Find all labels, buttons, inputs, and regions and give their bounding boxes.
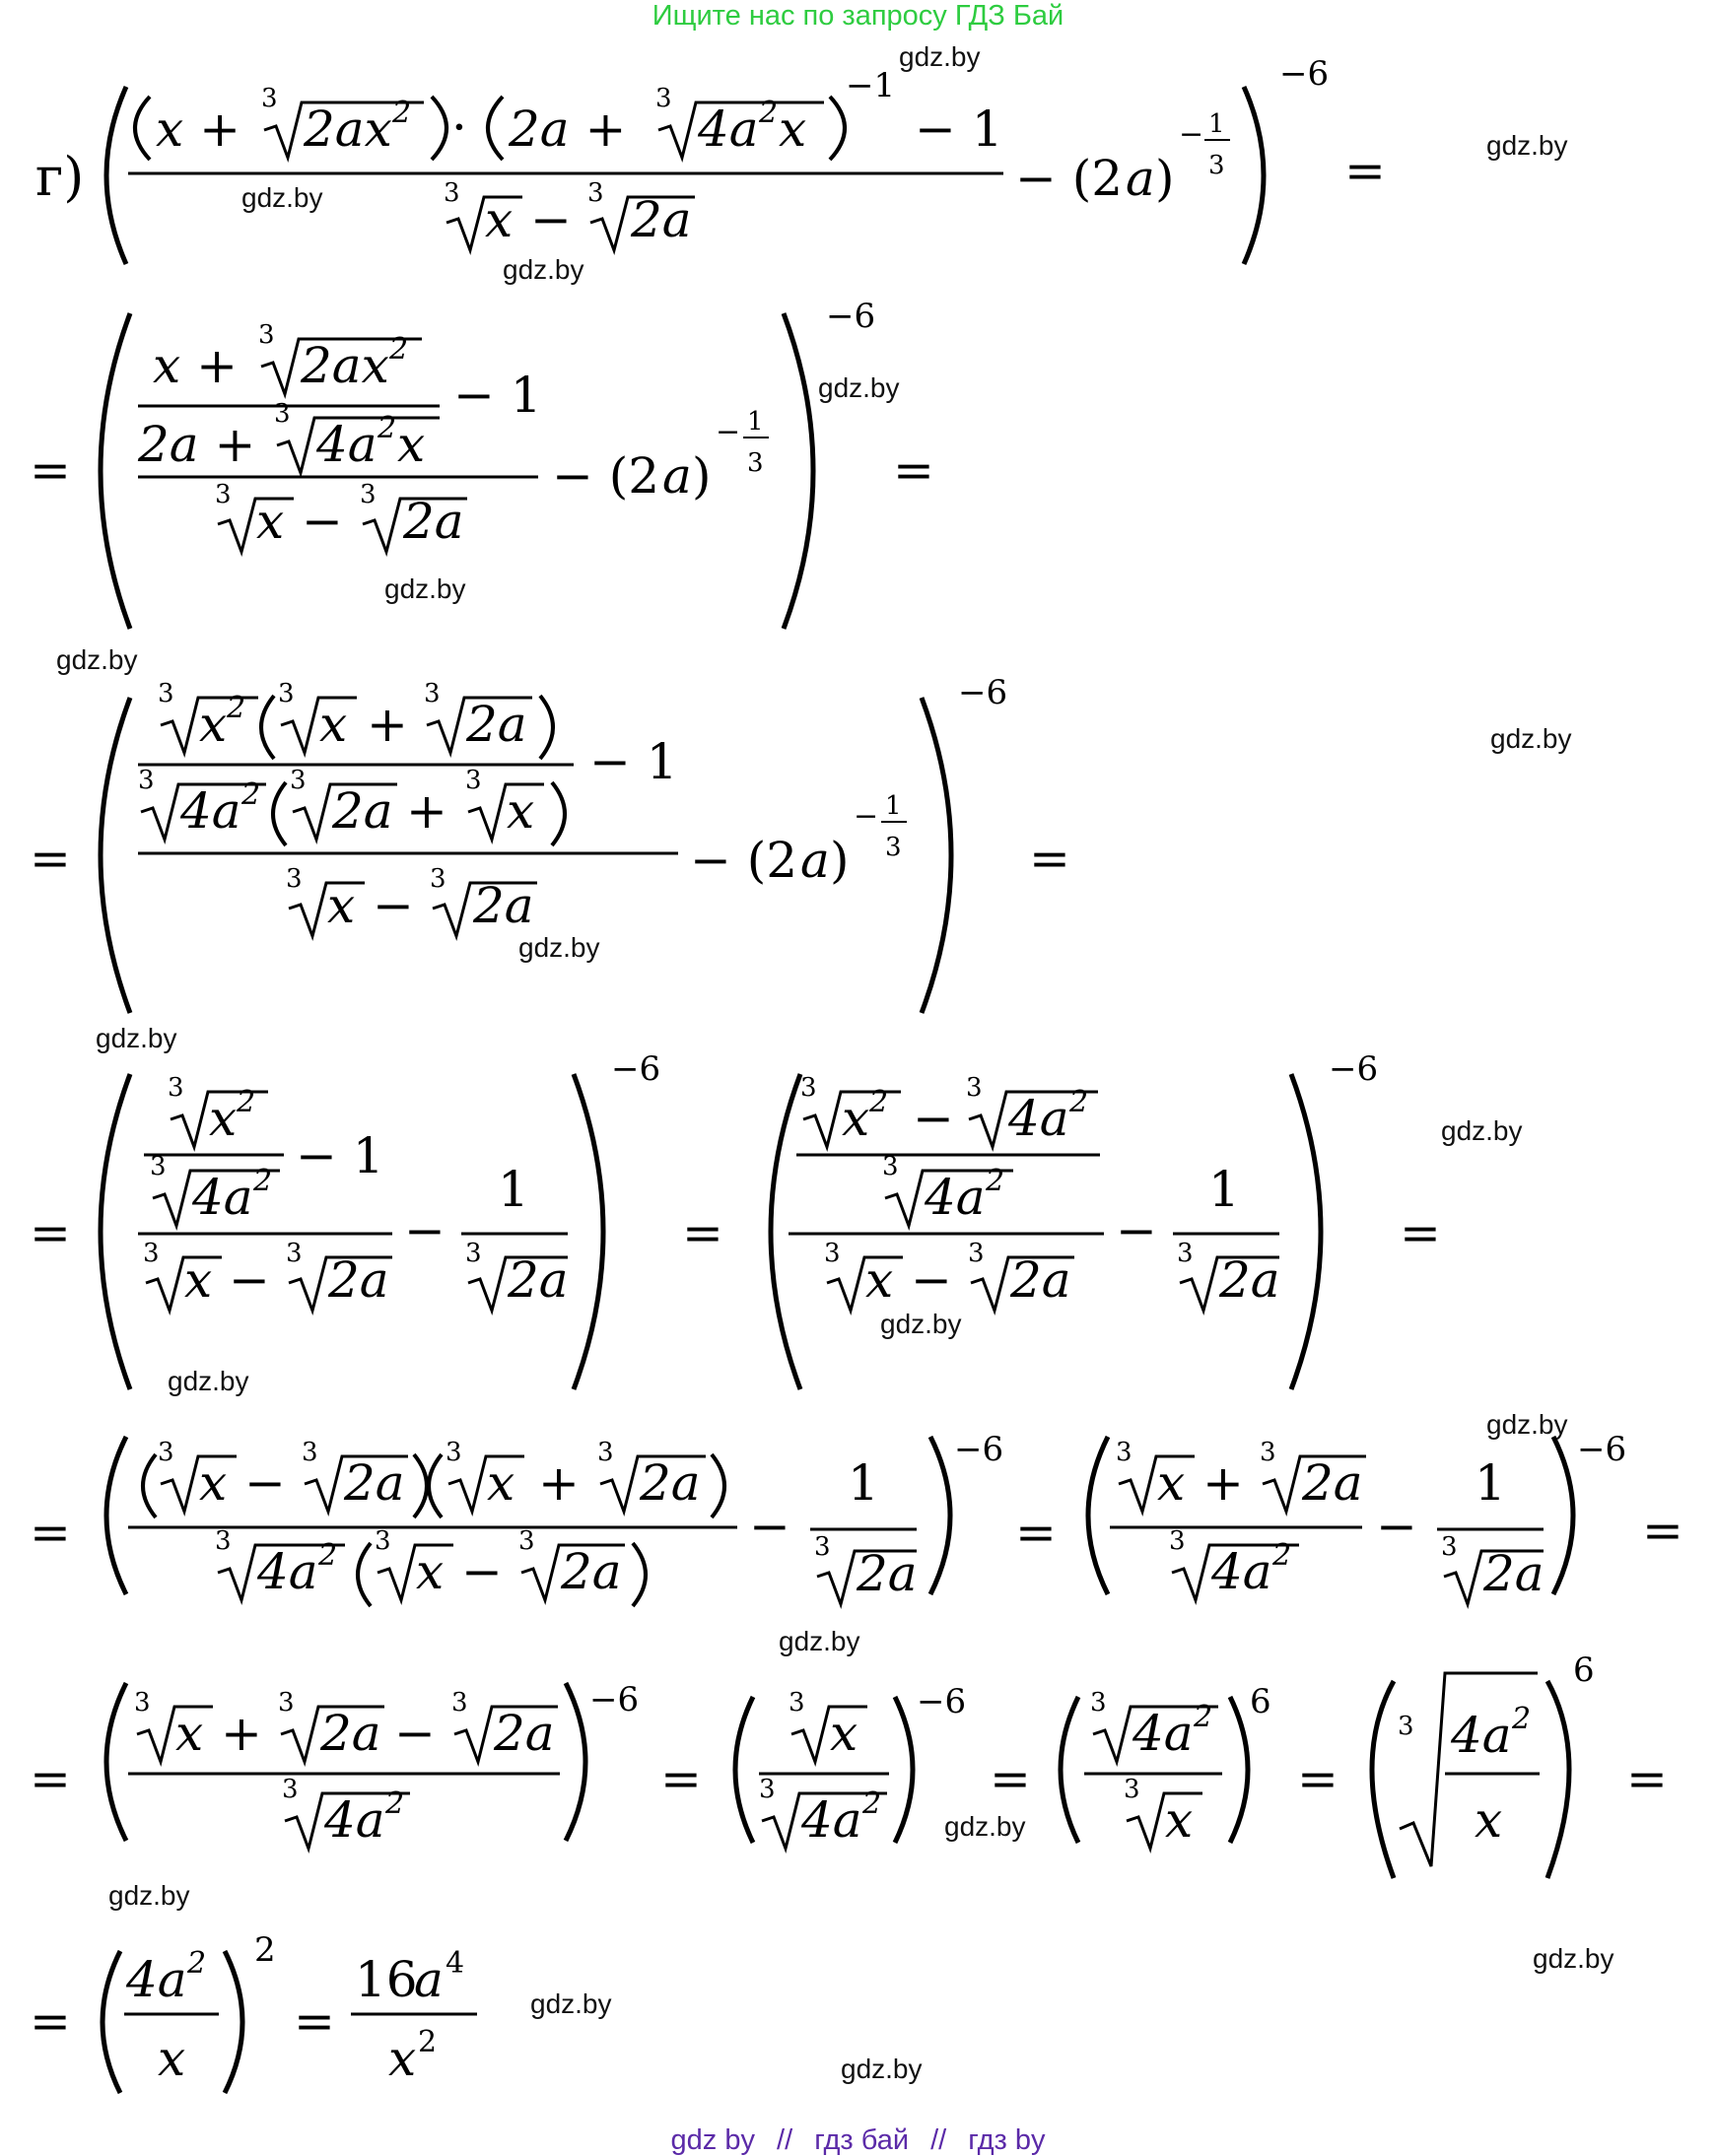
svg-text:3: 3 <box>518 1526 535 1556</box>
svg-text:x: x <box>184 1251 213 1309</box>
svg-text:2a: 2a <box>328 1251 389 1309</box>
svg-text:=: = <box>1029 830 1070 887</box>
svg-text:3: 3 <box>143 1239 160 1268</box>
svg-text:x: x <box>199 696 228 753</box>
svg-text:3: 3 <box>215 1526 232 1556</box>
watermark: gdz.by <box>899 41 981 72</box>
watermark: gdz.by <box>841 2054 923 2084</box>
svg-text:2a: 2a <box>1010 1251 1071 1309</box>
svg-text:a: a <box>800 832 830 889</box>
svg-text:3: 3 <box>465 1239 482 1268</box>
svg-text:x: x <box>388 2030 417 2087</box>
svg-text:x: x <box>507 782 535 840</box>
svg-text:=: = <box>30 1204 71 1261</box>
svg-text:−: − <box>461 1543 503 1600</box>
svg-text:1: 1 <box>498 1161 529 1218</box>
watermark: gdz.by <box>56 644 138 675</box>
svg-text:3: 3 <box>360 480 377 509</box>
svg-text:3: 3 <box>1177 1239 1194 1268</box>
svg-text:−: − <box>1376 1498 1417 1555</box>
math-line-1 <box>35 54 1386 264</box>
svg-text:6: 6 <box>1573 1651 1595 1690</box>
svg-text:3: 3 <box>1208 151 1225 180</box>
svg-text:− 1: − 1 <box>453 367 542 424</box>
svg-text:3: 3 <box>290 766 307 795</box>
svg-text:−1: −1 <box>846 66 896 105</box>
svg-text:2: 2 <box>759 96 779 130</box>
svg-text:−: − <box>244 1454 286 1512</box>
watermark: gdz.by <box>96 1023 177 1053</box>
svg-text:x +: x + <box>156 101 240 158</box>
svg-text:=: = <box>30 441 71 499</box>
svg-text:3: 3 <box>882 1152 899 1181</box>
svg-text:3: 3 <box>430 864 446 894</box>
svg-text:2: 2 <box>254 1930 276 1970</box>
svg-text:3: 3 <box>597 1438 614 1467</box>
svg-text:2ax: 2ax <box>301 337 389 394</box>
svg-text:x: x <box>865 1251 894 1309</box>
footer-separator: // <box>777 2124 793 2156</box>
svg-text:2a: 2a <box>473 877 534 934</box>
svg-text:−: − <box>373 877 414 934</box>
math-line-4 <box>30 1049 1441 1389</box>
svg-text:4a: 4a <box>316 416 378 473</box>
svg-text:x: x <box>830 1705 858 1762</box>
svg-text:−6: −6 <box>589 1680 640 1719</box>
svg-text:−: − <box>749 1498 790 1555</box>
svg-text:3: 3 <box>968 1239 985 1268</box>
svg-text:− (2: − (2 <box>1015 150 1124 207</box>
svg-text:=: = <box>682 1204 723 1261</box>
svg-text:−6: −6 <box>1329 1049 1379 1089</box>
svg-text:2: 2 <box>1512 1702 1532 1736</box>
svg-text:3: 3 <box>1441 1532 1458 1562</box>
svg-text:4a: 4a <box>698 101 759 158</box>
svg-text:1: 1 <box>885 791 902 821</box>
svg-text:3: 3 <box>168 1073 184 1103</box>
svg-text:x: x <box>1157 1454 1186 1512</box>
svg-text:·: · <box>451 99 467 156</box>
svg-text:x: x <box>209 1090 238 1147</box>
svg-text:x +: x + <box>153 337 238 394</box>
svg-text:3: 3 <box>424 679 441 708</box>
svg-text:3: 3 <box>278 679 295 708</box>
item-label: г) <box>35 146 85 208</box>
svg-text:=: = <box>1642 1502 1683 1559</box>
svg-text:2a: 2a <box>466 696 527 753</box>
watermark: gdz.by <box>1533 1943 1614 1974</box>
svg-text:2a: 2a <box>508 1251 569 1309</box>
svg-text:2ax: 2ax <box>304 101 392 158</box>
svg-text:2a: 2a <box>1483 1545 1544 1602</box>
svg-text:a: a <box>662 447 692 505</box>
svg-text:− 1: − 1 <box>296 1127 384 1184</box>
search-banner[interactable]: Ищите нас по запросу ГДЗ Бай <box>652 0 1064 32</box>
svg-text:4a: 4a <box>1008 1090 1069 1147</box>
svg-text:3: 3 <box>282 1775 299 1804</box>
svg-text:−6: −6 <box>1577 1430 1627 1469</box>
svg-text:2a: 2a <box>494 1705 555 1762</box>
svg-text:2a +: 2a + <box>138 416 256 473</box>
svg-text:3: 3 <box>302 1438 318 1467</box>
footer-link-gdz-by[interactable]: gdz by <box>670 2124 755 2156</box>
svg-text:2: 2 <box>227 691 246 725</box>
svg-text:a: a <box>1126 150 1155 207</box>
svg-text:2a: 2a <box>857 1545 918 1602</box>
svg-text:3: 3 <box>446 1438 462 1467</box>
svg-text:2a: 2a <box>332 782 393 840</box>
svg-text:3: 3 <box>134 1688 151 1718</box>
svg-text:3: 3 <box>1260 1438 1276 1467</box>
watermark: gdz.by <box>518 932 600 963</box>
math-line-5 <box>30 1430 1683 1606</box>
svg-text:2a +: 2a + <box>509 101 627 158</box>
svg-text:3: 3 <box>375 1526 391 1556</box>
svg-text:2a: 2a <box>320 1705 381 1762</box>
svg-text:2: 2 <box>1194 1700 1213 1734</box>
svg-text:3: 3 <box>789 1688 805 1718</box>
svg-text:x: x <box>327 877 356 934</box>
svg-text:−: − <box>854 799 879 834</box>
svg-text:1: 1 <box>1208 1161 1240 1218</box>
svg-text:3: 3 <box>451 1688 468 1718</box>
svg-text:− 1: − 1 <box>915 101 1003 158</box>
svg-text:3: 3 <box>286 864 303 894</box>
svg-text:3: 3 <box>655 84 672 113</box>
svg-text:+: + <box>406 782 447 840</box>
svg-text:3: 3 <box>747 448 764 478</box>
svg-text:−: − <box>1116 1202 1157 1259</box>
svg-text:4a: 4a <box>801 1791 862 1849</box>
footer-links <box>0 2124 1716 2156</box>
svg-text:3: 3 <box>158 679 174 708</box>
svg-text:1: 1 <box>848 1454 879 1512</box>
svg-text:2: 2 <box>318 1538 338 1573</box>
svg-text:3: 3 <box>824 1239 841 1268</box>
watermark: gdz.by <box>1490 723 1572 754</box>
svg-text:−: − <box>911 1251 952 1309</box>
svg-text:− (2: − (2 <box>552 447 660 505</box>
svg-text:=: = <box>30 1750 71 1807</box>
svg-text:x: x <box>175 1705 204 1762</box>
svg-text:−: − <box>1179 117 1204 152</box>
svg-text:3: 3 <box>587 178 604 208</box>
watermark: gdz.by <box>880 1309 962 1339</box>
paren-left <box>106 87 126 264</box>
svg-text:x: x <box>158 2030 186 2087</box>
svg-text:−6: −6 <box>954 1430 1004 1469</box>
svg-text:2a: 2a <box>403 493 464 550</box>
watermark: gdz.by <box>944 1811 1026 1842</box>
svg-text:): ) <box>692 447 712 505</box>
svg-text:3: 3 <box>1124 1775 1140 1804</box>
svg-text:=: = <box>294 1992 335 2050</box>
svg-text:2: 2 <box>418 2025 438 2059</box>
svg-text:−6: −6 <box>958 673 1008 712</box>
svg-text:− 1: − 1 <box>589 733 678 790</box>
svg-text:1: 1 <box>1475 1454 1506 1512</box>
svg-text:3: 3 <box>966 1073 983 1103</box>
watermark: gdz.by <box>1486 1409 1568 1440</box>
svg-text:−: − <box>302 493 343 550</box>
watermark: gdz.by <box>530 1988 612 2019</box>
svg-text:6: 6 <box>1250 1682 1271 1721</box>
svg-text:4a: 4a <box>324 1791 385 1849</box>
svg-text:2: 2 <box>378 411 397 445</box>
watermark: gdz.by <box>384 573 466 604</box>
svg-text:2: 2 <box>869 1085 889 1119</box>
svg-text:−6: −6 <box>611 1049 661 1089</box>
svg-text:2: 2 <box>1069 1085 1089 1119</box>
math-line-7 <box>30 1930 477 2093</box>
svg-text:2a: 2a <box>344 1454 405 1512</box>
svg-text:x: x <box>397 416 426 473</box>
svg-text:3: 3 <box>138 766 155 795</box>
svg-text:4a: 4a <box>257 1543 318 1600</box>
svg-text:2a: 2a <box>561 1543 622 1600</box>
svg-text:−6: −6 <box>917 1682 967 1721</box>
watermark: gdz.by <box>241 182 323 213</box>
svg-text:3: 3 <box>158 1438 174 1467</box>
svg-text:−: − <box>394 1705 436 1762</box>
svg-text:2a: 2a <box>631 191 692 248</box>
footer-separator: // <box>930 2124 947 2156</box>
svg-text:2: 2 <box>385 1786 405 1821</box>
math-line-3 <box>30 673 1070 1013</box>
svg-text:=: = <box>1344 142 1386 199</box>
svg-text:3: 3 <box>465 766 482 795</box>
svg-text:2: 2 <box>862 1786 882 1821</box>
svg-text:16: 16 <box>355 1951 418 2008</box>
svg-text:2: 2 <box>1272 1538 1292 1573</box>
svg-text:3: 3 <box>278 1688 295 1718</box>
svg-text:=: = <box>30 830 71 887</box>
svg-text:2a: 2a <box>1302 1454 1363 1512</box>
svg-text:−: − <box>404 1202 446 1259</box>
svg-text:=: = <box>660 1750 702 1807</box>
svg-text:−: − <box>530 191 572 248</box>
svg-text:3: 3 <box>215 480 232 509</box>
footer-link-gdz-by-ru[interactable]: гдз by <box>968 2124 1046 2156</box>
svg-text:3: 3 <box>258 320 275 350</box>
watermark: gdz.by <box>818 372 900 403</box>
svg-text:3: 3 <box>759 1775 776 1804</box>
svg-text:−: − <box>229 1251 270 1309</box>
svg-text:3: 3 <box>1169 1526 1186 1556</box>
svg-text:): ) <box>830 832 850 889</box>
svg-text:x: x <box>199 1454 228 1512</box>
svg-text:4: 4 <box>446 1946 465 1981</box>
svg-text:2: 2 <box>986 1164 1005 1198</box>
svg-text:−6: −6 <box>1279 54 1330 94</box>
svg-text:a: a <box>414 1951 444 2008</box>
svg-text:2: 2 <box>392 96 412 130</box>
svg-text:=: = <box>30 1992 71 2050</box>
svg-text:4a: 4a <box>925 1169 986 1226</box>
svg-text:=: = <box>1400 1204 1441 1261</box>
watermark: gdz.by <box>108 1880 190 1911</box>
svg-text:=: = <box>1015 1504 1057 1561</box>
svg-text:+: + <box>538 1454 580 1512</box>
svg-text:3: 3 <box>444 178 460 208</box>
watermark: gdz.by <box>503 254 584 285</box>
svg-text:4a: 4a <box>1133 1705 1194 1762</box>
watermark: gdz.by <box>168 1366 249 1396</box>
svg-text:=: = <box>990 1750 1031 1807</box>
svg-text:2a: 2a <box>1219 1251 1280 1309</box>
watermark: gdz.by <box>1486 130 1568 161</box>
svg-text:2: 2 <box>237 1085 256 1119</box>
svg-text:3: 3 <box>286 1239 303 1268</box>
watermark: gdz.by <box>779 1626 860 1656</box>
svg-text:2: 2 <box>241 777 261 812</box>
svg-text:2: 2 <box>187 1946 207 1981</box>
svg-text:x: x <box>1475 1791 1503 1849</box>
svg-text:−: − <box>716 415 741 449</box>
svg-text:=: = <box>1297 1750 1338 1807</box>
svg-text:4a: 4a <box>1451 1707 1512 1764</box>
svg-text:+: + <box>1202 1454 1244 1512</box>
math-line-6 <box>30 1651 1668 1878</box>
svg-text:1: 1 <box>1208 109 1225 139</box>
svg-text:3: 3 <box>885 833 902 862</box>
svg-text:x: x <box>319 696 348 753</box>
svg-text:3: 3 <box>814 1532 831 1562</box>
svg-text:3: 3 <box>1398 1712 1414 1741</box>
svg-text:3: 3 <box>261 84 278 113</box>
svg-text:4a: 4a <box>180 782 241 840</box>
svg-text:=: = <box>30 1504 71 1561</box>
svg-text:x: x <box>256 493 285 550</box>
svg-text:3: 3 <box>1116 1438 1133 1467</box>
svg-text:3: 3 <box>800 1073 817 1103</box>
svg-text:x: x <box>1165 1791 1194 1849</box>
svg-text:−: − <box>913 1090 954 1147</box>
svg-text:+: + <box>221 1705 262 1762</box>
svg-text:3: 3 <box>150 1152 167 1181</box>
svg-text:x: x <box>485 191 514 248</box>
svg-text:3: 3 <box>1090 1688 1107 1718</box>
svg-text:−6: −6 <box>826 297 876 336</box>
math-line-2 <box>30 297 934 629</box>
svg-text:=: = <box>893 441 934 499</box>
svg-text:2: 2 <box>389 332 409 367</box>
svg-text:x: x <box>416 1543 445 1600</box>
svg-text:4a: 4a <box>192 1169 253 1226</box>
svg-text:1: 1 <box>747 407 764 437</box>
svg-text:+: + <box>367 696 408 753</box>
paren-right <box>1244 87 1264 264</box>
svg-text:=: = <box>1626 1750 1668 1807</box>
svg-text:x: x <box>842 1090 870 1147</box>
svg-text:4a: 4a <box>126 1951 187 2008</box>
svg-text:x: x <box>779 101 807 158</box>
watermark: gdz.by <box>1441 1115 1523 1146</box>
svg-text:2: 2 <box>253 1164 273 1198</box>
svg-text:): ) <box>1155 150 1175 207</box>
svg-text:− (2: − (2 <box>690 832 798 889</box>
svg-text:x: x <box>487 1454 515 1512</box>
svg-text:2a: 2a <box>640 1454 701 1512</box>
svg-text:3: 3 <box>274 399 291 429</box>
svg-text:4a: 4a <box>1211 1543 1272 1600</box>
footer-link-gdz-bai[interactable]: гдз бай <box>814 2124 910 2156</box>
